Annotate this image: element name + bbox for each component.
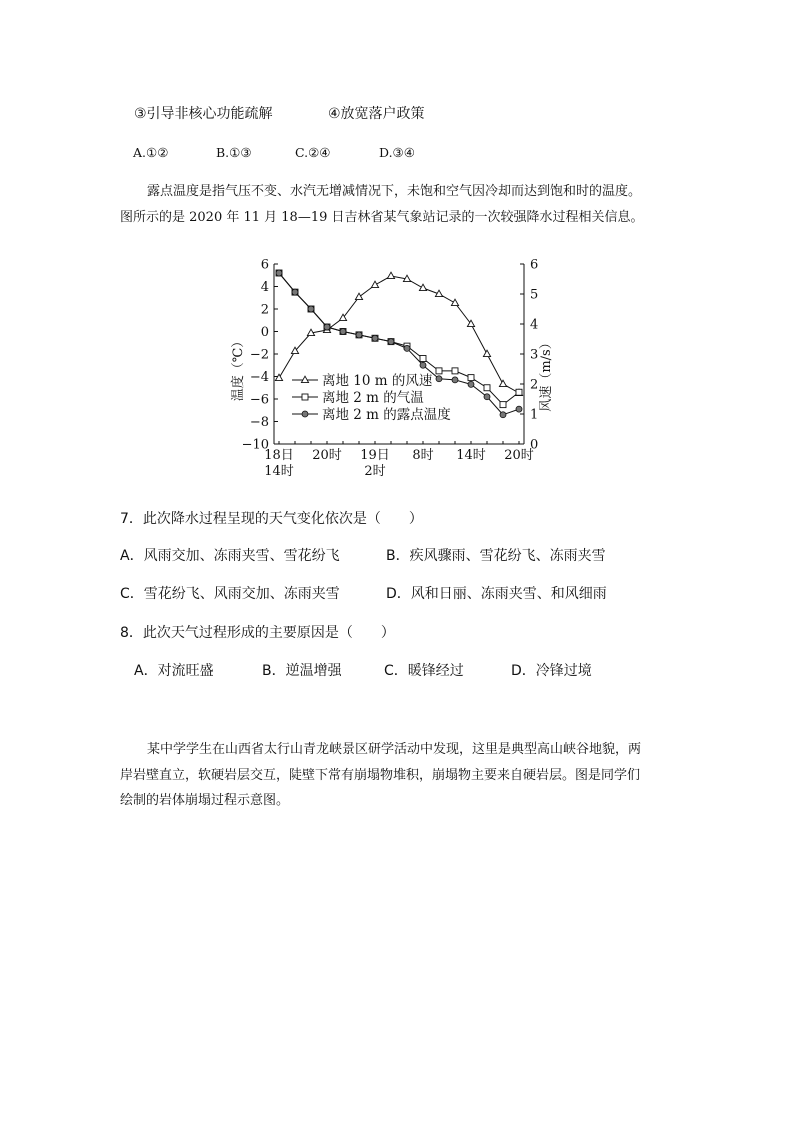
series-3-point [308, 306, 314, 312]
q8-option-c: C．暖锋经过 [384, 663, 464, 679]
intro-line-1: 露点温度是指气压不变、水汽无增减情况下，未饱和空气因冷却而达到饱和时的温度。 [147, 184, 642, 199]
option-3: ③引导非核心功能疏解 [134, 106, 273, 122]
x-tick-label: 2时 [364, 464, 386, 479]
series-3-point [356, 332, 362, 338]
left-tick-label: −2 [249, 347, 269, 363]
x-tick-label: 20时 [504, 448, 534, 463]
series-2-point [420, 356, 426, 362]
series-3-point [468, 381, 474, 387]
series-1-point [275, 374, 282, 380]
x-tick-label: 20时 [312, 448, 342, 463]
series-3-point [516, 406, 522, 412]
series-3-point [420, 362, 426, 368]
series-3-point [324, 324, 330, 330]
q8-option-d: D．冷锋过境 [511, 663, 592, 679]
q7-option-b: B．疾风骤雨、雪花纷飞、冻雨夹雪 [386, 548, 606, 564]
series-1-point [387, 272, 394, 278]
right-tick-label: 4 [530, 317, 539, 333]
q8-option-b: B．逆温增强 [262, 663, 342, 679]
q7-option-d: D．风和日丽、冻雨夹雪、和风细雨 [386, 586, 607, 602]
legend-label: 离地 10 m 的风速 [322, 373, 433, 389]
left-tick-label: 4 [260, 280, 269, 295]
choice-d: D.③④ [379, 145, 415, 160]
series-1-point [451, 299, 458, 305]
legend-marker [301, 376, 308, 382]
series-3-point [388, 339, 394, 345]
x-tick-label: 14时 [264, 464, 294, 479]
series-2-point [516, 389, 522, 395]
x-tick-label: 18日 [264, 448, 294, 463]
right-axis-title: 风速（m/s） [539, 336, 554, 412]
series-3-point [372, 335, 378, 341]
passage-line-2: 岸岩壁直立，软硬岩层交互，陡壁下常有崩塌物堆积，崩塌物主要来自硬岩层。图是同学们 [120, 768, 641, 783]
series-2-point [500, 402, 506, 408]
right-tick-label: 2 [530, 377, 539, 393]
q7-option-a: A．风雨交加、冻雨夹雪、雪花纷飞 [120, 548, 340, 564]
q7-option-c: C．雪花纷飞、风雨交加、冻雨夹雪 [120, 586, 340, 602]
series-1-point [355, 293, 362, 299]
series-1-point [419, 284, 426, 290]
series-2-point [436, 368, 442, 374]
series-3-point [484, 394, 490, 400]
left-axis-title: 温度（℃） [231, 334, 246, 402]
q8-option-a: A．对流旺盛 [134, 663, 214, 679]
series-2-point [484, 385, 490, 391]
weather-chart [230, 257, 554, 488]
left-tick-label: −10 [241, 437, 269, 453]
choice-a: A.①② [133, 145, 169, 160]
chart-axes [230, 258, 554, 480]
legend-marker [302, 394, 308, 400]
series-1-point [371, 281, 378, 287]
legend-label: 离地 2 m 的露点温度 [322, 407, 451, 423]
x-tick-label: 19日 [360, 448, 390, 463]
intro-line-2: 图所示的是 2020 年 11 月 18—19 日吉林省某气象站记录的一次较强降水过程相关信息。 [120, 210, 644, 225]
right-tick-label: 0 [530, 437, 539, 453]
left-tick-label: 6 [260, 257, 269, 273]
choice-b: B.①③ [216, 145, 252, 160]
series-3-point [292, 289, 298, 295]
passage-line-1: 某中学学生在山西省太行山青龙峡景区研学活动中发现，这里是典型高山峡谷地貌，两 [147, 742, 642, 757]
left-tick-label: −4 [249, 370, 269, 385]
left-tick-label: −8 [249, 415, 269, 430]
right-tick-label: 6 [530, 257, 539, 273]
right-tick-label: 3 [530, 347, 539, 363]
series-3-point [340, 329, 346, 335]
series-3-point [500, 412, 506, 418]
q8-stem: 8．此次天气过程形成的主要原因是（ ） [120, 625, 395, 641]
legend-label: 离地 2 m 的气温 [322, 390, 424, 406]
series-3-point [452, 377, 458, 383]
chart-legend [292, 372, 451, 423]
series-3-point [276, 270, 282, 276]
choice-c: C.②④ [295, 145, 331, 160]
series-2-point [468, 375, 474, 381]
x-tick-label: 14时 [456, 448, 486, 463]
legend-marker [302, 411, 308, 417]
x-tick-label: 8时 [412, 448, 434, 463]
q7-stem: 7．此次降水过程呈现的天气变化依次是（ ） [120, 511, 423, 527]
series-1-point [483, 350, 490, 356]
series-3-point [436, 376, 442, 382]
right-tick-label: 5 [530, 287, 539, 303]
series-3-point [404, 345, 410, 351]
left-tick-label: 2 [260, 302, 269, 318]
right-tick-label: 1 [530, 407, 539, 423]
left-tick-label: 0 [260, 325, 269, 340]
passage-line-3: 绘制的岩体崩塌过程示意图。 [120, 793, 290, 808]
series-2-point [452, 368, 458, 374]
left-tick-label: −6 [249, 392, 269, 408]
option-4: ④放宽落户政策 [328, 106, 425, 122]
series-1-point [499, 380, 506, 386]
